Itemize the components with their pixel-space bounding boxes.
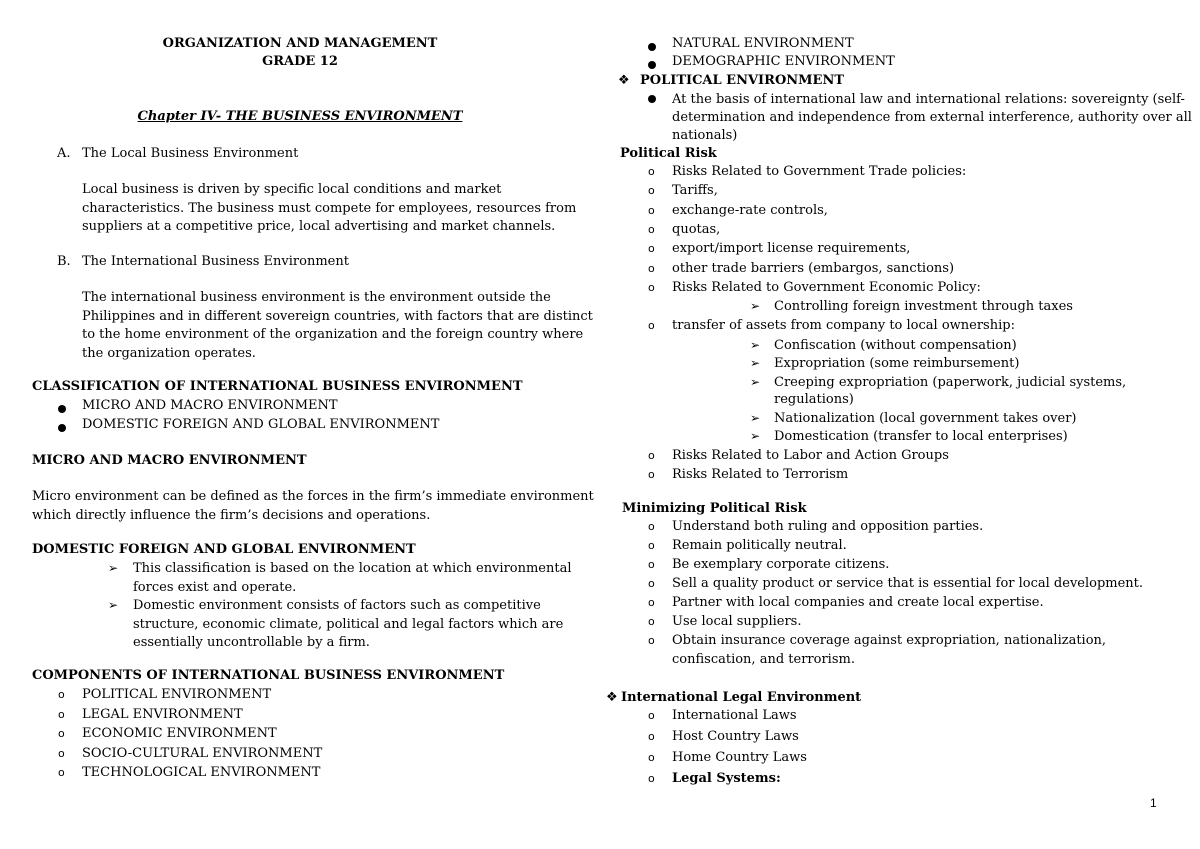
legal-heading: International Legal Environment <box>621 690 862 705</box>
sub-list-item: Domestication (transfer to local enterprises) <box>774 429 1068 445</box>
arrow-bullet-icon: ➢ <box>750 356 761 371</box>
list-item: Risks Related to Terrorism <box>672 467 849 482</box>
circle-bullet-icon: o <box>58 707 65 721</box>
section-b-heading: The International Business Environment <box>82 254 349 269</box>
doc-grade: GRADE 12 <box>262 54 338 69</box>
list-item: ECONOMIC ENVIRONMENT <box>82 726 277 741</box>
domestic-heading: DOMESTIC FOREIGN AND GLOBAL ENVIRONMENT <box>32 542 416 557</box>
circle-bullet-icon: o <box>648 772 655 785</box>
list-item: other trade barriers (embargos, sanctions) <box>672 260 955 276</box>
sub-list-item: Confiscation (without compensation) <box>774 337 1017 353</box>
list-item: Tariffs, <box>672 183 718 199</box>
circle-bullet-icon: o <box>648 751 655 764</box>
sub-list-item: Nationalization (local government takes over) <box>774 410 1077 426</box>
list-item: Risks Related to Labor and Action Groups <box>672 447 949 463</box>
list-item: NATURAL ENVIRONMENT <box>672 36 854 51</box>
paragraph-line: suppliers at a competitive price, local advertising and market channels. <box>82 219 556 234</box>
arrow-bullet-icon: ➢ <box>750 337 761 352</box>
list-item: POLITICAL ENVIRONMENT <box>82 687 272 702</box>
circle-bullet-icon: o <box>648 558 655 571</box>
dot-bullet-icon <box>648 39 656 56</box>
paragraph-line: which directly influence the firm’s decisions and operations. <box>32 507 431 523</box>
sub-list-item: regulations) <box>774 392 854 408</box>
sub-list-item: Controlling foreign investment through taxes <box>774 299 1073 315</box>
list-item: DOMESTIC FOREIGN AND GLOBAL ENVIRONMENT <box>82 416 440 432</box>
section-a-heading: The Local Business Environment <box>82 146 299 161</box>
diamond-bullet-icon: ❖ <box>618 73 630 88</box>
list-item: TECHNOLOGICAL ENVIRONMENT <box>82 765 321 780</box>
circle-bullet-icon: o <box>648 319 655 333</box>
list-item: quotas, <box>672 221 721 237</box>
list-item: forces exist and operate. <box>133 579 297 595</box>
circle-bullet-icon: o <box>648 596 655 609</box>
micro-heading: MICRO AND MACRO ENVIRONMENT <box>32 453 307 468</box>
circle-bullet-icon: o <box>648 577 655 590</box>
circle-bullet-icon: o <box>648 280 655 294</box>
circle-bullet-icon: o <box>58 766 65 779</box>
dot-bullet-icon <box>58 401 66 418</box>
paragraph-line: nationals) <box>672 128 738 143</box>
list-item: MICRO AND MACRO ENVIRONMENT <box>82 398 338 413</box>
circle-bullet-icon: o <box>58 688 65 701</box>
list-item: confiscation, and terrorism. <box>672 651 855 667</box>
list-item: SOCIO-CULTURAL ENVIRONMENT <box>82 745 323 761</box>
list-item: Remain politically neutral. <box>672 538 847 553</box>
page-number: 1 <box>1150 796 1157 810</box>
circle-bullet-icon: o <box>648 468 655 481</box>
paragraph-line: Philippines and in different sovereign countries, with factors that are distinct <box>82 308 593 324</box>
circle-bullet-icon: o <box>648 165 655 178</box>
paragraph-line: Micro environment can be defined as the forces in the firm’s immediate environment <box>32 489 594 504</box>
dot-bullet-icon <box>58 420 66 437</box>
risk-heading: Political Risk <box>620 146 717 161</box>
circle-bullet-icon: o <box>648 448 655 462</box>
components-heading: COMPONENTS OF INTERNATIONAL BUSINESS ENVIRONMENT <box>32 668 505 683</box>
paragraph-line: At the basis of international law and international relations: sovereignty (self- <box>672 92 1185 107</box>
list-item: transfer of assets from company to local ownership: <box>672 318 1015 334</box>
paragraph-line: the organization operates. <box>82 345 256 361</box>
paragraph-line: characteristics. The business must compete for employees, resources from <box>82 200 577 216</box>
list-item: Obtain insurance coverage against expropriation, nationalization, <box>672 633 1107 648</box>
arrow-bullet-icon: ➢ <box>750 374 761 389</box>
list-item: Be exemplary corporate citizens. <box>672 557 890 572</box>
list-item: structure, economic climate, political and legal factors which are <box>133 616 564 632</box>
list-item: Legal Systems: <box>672 771 781 786</box>
paragraph-line: to the home environment of the organization and the foreign country where <box>82 327 584 342</box>
list-item: Use local suppliers. <box>672 614 802 629</box>
circle-bullet-icon: o <box>648 539 655 552</box>
sub-list-item: Creeping expropriation (paperwork, judicial systems, <box>774 374 1127 390</box>
paragraph-line: determination and independence from external interference, authority over all <box>672 110 1192 125</box>
arrow-bullet-icon: ➢ <box>750 429 761 444</box>
diamond-bullet-icon: ❖ <box>606 690 618 705</box>
list-item: Risks Related to Government Economic Policy: <box>672 279 981 295</box>
list-item: LEGAL ENVIRONMENT <box>82 706 243 722</box>
list-item: International Laws <box>672 708 797 723</box>
list-item: Sell a quality product or service that is essential for local development. <box>672 576 1144 591</box>
section-b-marker: B. <box>57 254 71 269</box>
section-a-marker: A. <box>57 146 71 161</box>
minimizing-heading: Minimizing Political Risk <box>622 501 807 516</box>
paragraph-line: The international business environment is the environment outside the <box>82 290 551 305</box>
circle-bullet-icon: o <box>58 746 65 760</box>
circle-bullet-icon: o <box>648 203 655 217</box>
circle-bullet-icon: o <box>648 261 655 275</box>
circle-bullet-icon: o <box>648 520 655 533</box>
political-heading: POLITICAL ENVIRONMENT <box>640 73 845 88</box>
circle-bullet-icon: o <box>648 730 655 743</box>
arrow-bullet-icon: ➢ <box>750 410 761 425</box>
sub-list-item: Expropriation (some reimbursement) <box>774 356 1020 372</box>
list-item: Host Country Laws <box>672 729 799 744</box>
list-item: essentially uncontrollable by a firm. <box>133 635 370 650</box>
circle-bullet-icon: o <box>648 615 655 628</box>
circle-bullet-icon: o <box>648 709 655 722</box>
list-item: exchange-rate controls, <box>672 202 828 218</box>
list-item: This classification is based on the location at which environmental <box>133 561 572 576</box>
list-item: Understand both ruling and opposition parties. <box>672 519 984 534</box>
circle-bullet-icon: o <box>58 727 65 740</box>
list-item: DEMOGRAPHIC ENVIRONMENT <box>672 54 895 69</box>
list-item: Risks Related to Government Trade policies: <box>672 164 967 179</box>
arrow-bullet-icon: ➢ <box>108 598 119 612</box>
circle-bullet-icon: o <box>648 184 655 198</box>
doc-title: ORGANIZATION AND MANAGEMENT <box>162 36 438 51</box>
chapter-title: Chapter IV- THE BUSINESS ENVIRONMENT <box>137 109 463 124</box>
arrow-bullet-icon: ➢ <box>108 561 119 575</box>
arrow-bullet-icon: ➢ <box>750 299 761 314</box>
dot-bullet-icon <box>648 91 656 108</box>
list-item: Partner with local companies and create local expertise. <box>672 595 1044 610</box>
circle-bullet-icon: o <box>648 242 655 256</box>
classification-heading: CLASSIFICATION OF INTERNATIONAL BUSINESS ENVIRONMENT <box>32 379 523 394</box>
list-item: Home Country Laws <box>672 750 807 765</box>
list-item: export/import license requirements, <box>672 241 911 257</box>
circle-bullet-icon: o <box>648 222 655 236</box>
paragraph-line: Local business is driven by specific local conditions and market <box>82 182 502 197</box>
list-item: Domestic environment consists of factors such as competitive <box>133 598 541 613</box>
circle-bullet-icon: o <box>648 634 655 647</box>
